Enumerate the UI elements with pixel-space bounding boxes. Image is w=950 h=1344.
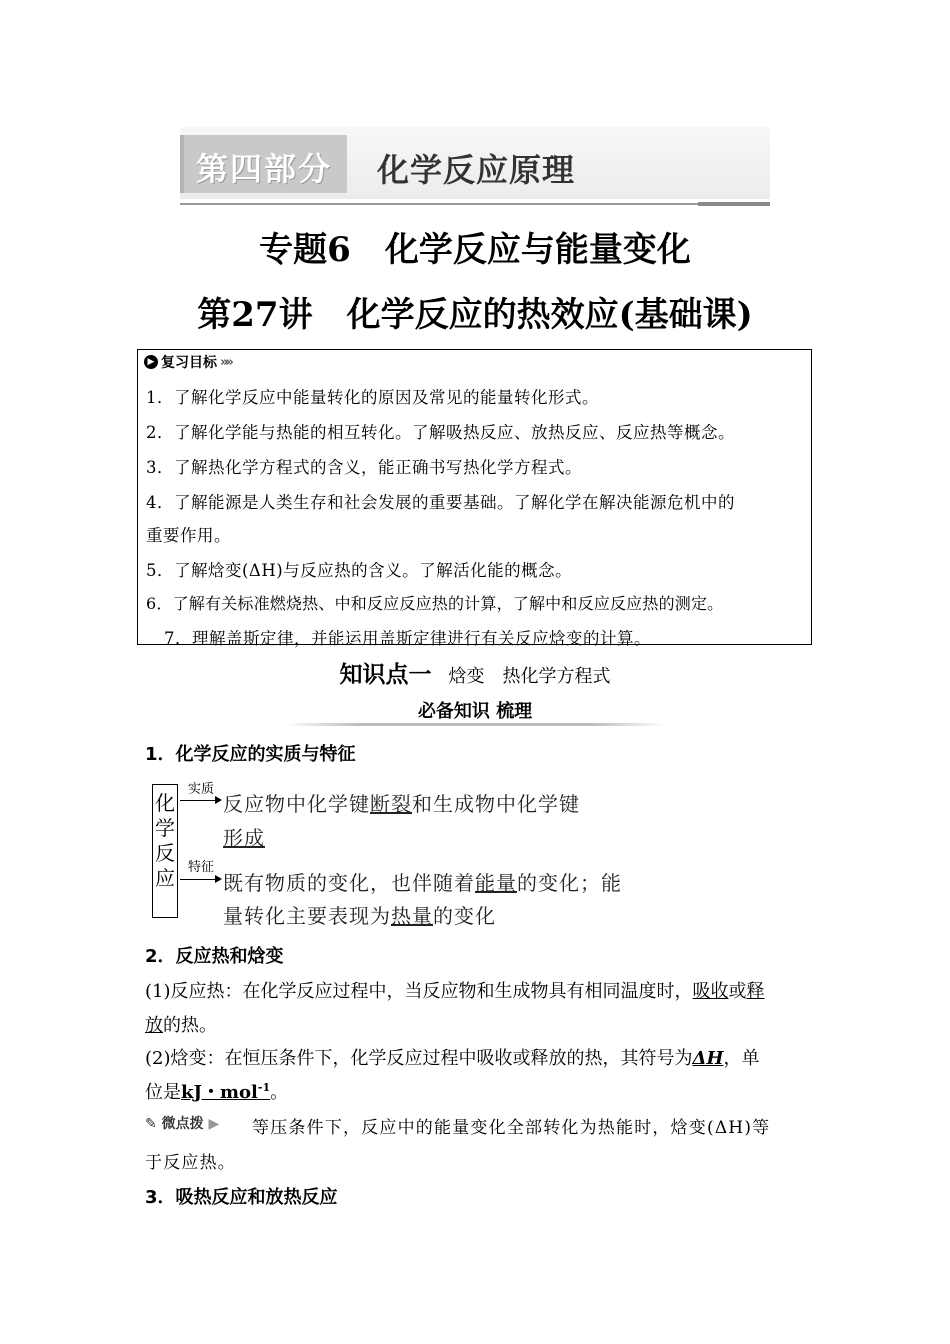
diagram-feature-line2: 量转化主要表现为热量的变化 xyxy=(223,904,496,928)
diagram-box: 化学反应 xyxy=(152,784,178,918)
pencil-icon: ✎ xyxy=(145,1116,157,1132)
goal-item: 重要作用。 xyxy=(146,526,231,545)
diagram-feature-line1: 既有物质的变化，也伴随着能量的变化；能 xyxy=(223,871,622,895)
diagram-label-feature: 特征 xyxy=(188,860,215,875)
goal-item: 7．理解盖斯定律，并能运用盖斯定律进行有关反应焓变的计算。 xyxy=(164,629,651,648)
play-icon: ▶ xyxy=(144,355,158,369)
heading-endo-exo: 3．吸热反应和放热反应 xyxy=(145,1187,338,1208)
paragraph-enthalpy: (2)焓变：在恒压条件下，化学反应过程中吸收或释放的热，其符号为ΔH，单 xyxy=(145,1048,760,1069)
section-title-main: 知识点一 xyxy=(339,662,432,688)
goal-item: 5．了解焓变(ΔH)与反应热的含义。了解活化能的概念。 xyxy=(146,561,573,580)
tip-text-line2: 于反应热。 xyxy=(145,1153,236,1173)
goal-item: 3．了解热化学方程式的含义，能正确书写热化学方程式。 xyxy=(146,458,582,477)
paragraph-reaction-heat-cont: 放的热。 xyxy=(145,1015,217,1036)
banner-divider-accent xyxy=(698,202,770,206)
heading-essence: 1．化学反应的实质与特征 xyxy=(145,744,356,765)
review-goals-heading xyxy=(144,352,231,372)
goal-item: 6．了解有关标准燃烧热、中和反应反应热的计算，了解中和反应反应热的测定。 xyxy=(146,594,724,613)
goal-item: 1．了解化学反应中能量转化的原因及常见的能量转化形式。 xyxy=(146,388,599,407)
goal-item: 4．了解能源是人类生存和社会发展的重要基础。了解化学在解决能源危机中的 xyxy=(146,493,735,512)
heading-heat: 2．反应热和焓变 xyxy=(145,946,284,967)
review-goals-box xyxy=(137,349,812,648)
arrow-icon xyxy=(180,800,220,801)
paragraph-enthalpy-cont: 位是kJ・mol$^{-1}$。 xyxy=(145,1081,289,1103)
diagram-label-essence: 实质 xyxy=(188,782,215,797)
arrow-icon xyxy=(180,879,220,880)
knowledge-bar-line xyxy=(284,723,666,726)
reaction-diagram xyxy=(150,778,622,928)
double-chevron-icon: »» xyxy=(220,354,231,370)
knowledge-bar-label: 必备知识 梳理 xyxy=(417,701,533,722)
banner-part-title: 化学反应原理 xyxy=(377,151,576,189)
lecture-title: 第27讲 化学反应的热效应(基础课) xyxy=(197,295,753,335)
section-title xyxy=(0,656,950,689)
triangle-icon: ▶ xyxy=(208,1116,220,1132)
diagram-essence-line1: 反应物中化学键断裂和生成物中化学键 xyxy=(223,792,580,816)
paragraph-reaction-heat: (1)反应热：在化学反应过程中，当反应物和生成物具有相同温度时，吸收或释 xyxy=(145,981,765,1002)
tip-label: 微点拨 xyxy=(161,1116,204,1132)
tip-text-line1: 等压条件下，反应中的能量变化全部转化为热能时，焓变(ΔH)等 xyxy=(252,1118,771,1138)
tip-badge xyxy=(145,1113,219,1133)
section-title-sub: 焓变 热化学方程式 xyxy=(448,666,611,687)
goal-item: 2．了解化学能与热能的相互转化。了解吸热反应、放热反应、反应热等概念。 xyxy=(146,423,735,442)
topic-title: 专题6 化学反应与能量变化 xyxy=(259,230,691,270)
banner-part-block xyxy=(180,135,347,193)
diagram-essence-line2: 形成 xyxy=(223,826,265,850)
part-banner xyxy=(180,127,770,207)
review-goals-label: 复习目标 xyxy=(161,355,217,371)
banner-divider xyxy=(180,203,698,205)
banner-part-label: 第四部分 xyxy=(196,150,333,188)
knowledge-bar xyxy=(284,695,666,727)
